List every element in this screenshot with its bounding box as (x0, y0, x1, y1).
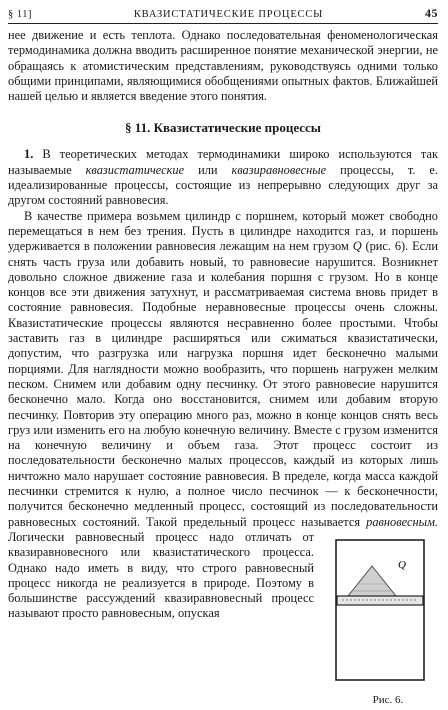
header-rule (8, 23, 438, 24)
page-number: 45 (425, 6, 438, 20)
cylinder-piston-diagram (328, 538, 432, 690)
header-running-title: КВАЗИСТАТИЧЕСКИЕ ПРОЦЕССЫ (133, 9, 324, 20)
term-equilibrium: равновесным. (366, 514, 438, 529)
load-symbol: Q (352, 239, 362, 254)
book-page (8, 6, 438, 710)
intro-paragraph: нее движение и есть теплота. Однако последовательная феноменологическая термодинамика должна вводить расширенное понятие механической энергии, не обращаясь к атомистическим представлениям, руководствуясь одними только общими принципами, являющимися обобщениями опытных фактов. Ближайшей нашей целью и является введение этого понятия. (8, 28, 438, 104)
section-heading: § 11. Квазистатические процессы (125, 120, 321, 136)
figure-caption: Рис. 6. (372, 693, 404, 706)
term-quasistatic: квазистатические (85, 162, 185, 177)
term-quasiequilibrium: квазиравновесные (231, 162, 327, 177)
cylinder-wall (336, 540, 424, 680)
paragraph-number: 1. (24, 147, 34, 162)
piston (337, 596, 423, 605)
sand-load (348, 566, 396, 596)
header-section-ref: § 11] (8, 9, 32, 20)
paragraph-2: В качестве примера возьмем цилиндр с поршнем, который может свободно перемещаться в нем без трения. Пусть в цилиндре находится газ, и поршень удерживается в положении равновесия лежащим на нем грузом Q (рис. 6). Если снять часть груза или добавить новый, то равновесие нарушится. Возникнет довольно сложное движение газа и колебания поршня с грузом. Но в конце концов все эти движения затухнут, и рассматриваемая система вновь придет в состояние равновесия. Подобные неравновесные процессы очень сложны. Квазистатические процессы являются несравненно более простыми. Чтобы заставить газ в цилиндре расширяться или сжиматься квазистатически, допустим, что разгрузка или нагрузка поршня идет бесконечно малыми порциями. Для наглядности можно вообразить, что поршень нагружен мелким песком. Снимем или добавим одну песчинку. От этого равновесие нарушится бесконечно мало. Когда оно восстановится, снимем или добавим вторую песчинку. Повторив эту операцию много раз, можно в конце концов снять весь груз или изменить его на любую конечную величину. Вместе с грузом изменится на конечную величину и объем газа. Этот процесс состоит из последовательности бесконечно малых процессов, каждый из которых лишь ничтожно мало нарушает состояние равновесия. В пределе, когда масса каждой песчинки стремится к нулю, а полное число песчинок — к бесконечности, получится бесконечно медленный процесс, состоящий из последовательности равновесных состояний. Такой предельный процесс называется Q Рис. 6. равновесным. Логически равновесный процесс надо отличать от квазиравновесного или квазистатического процесса. Однако надо иметь в виду, что строго равновесный процесс никогда не реализуется в природе. Поэтому в большинстве рассуждений квазиравновесный процесс называют просто равновесным, опуская (8, 209, 438, 622)
paragraph-1: 1. В теоретических методах термодинамики широко используются так называемые квазистатические или квазиравновесные процессы, т. е. идеализированные процессы, состоящие из непрерывно следующих друг за другом состояний равновесия. (8, 147, 438, 208)
running-header (8, 6, 438, 22)
load-label: Q (398, 558, 406, 571)
figure-6 (322, 538, 438, 708)
